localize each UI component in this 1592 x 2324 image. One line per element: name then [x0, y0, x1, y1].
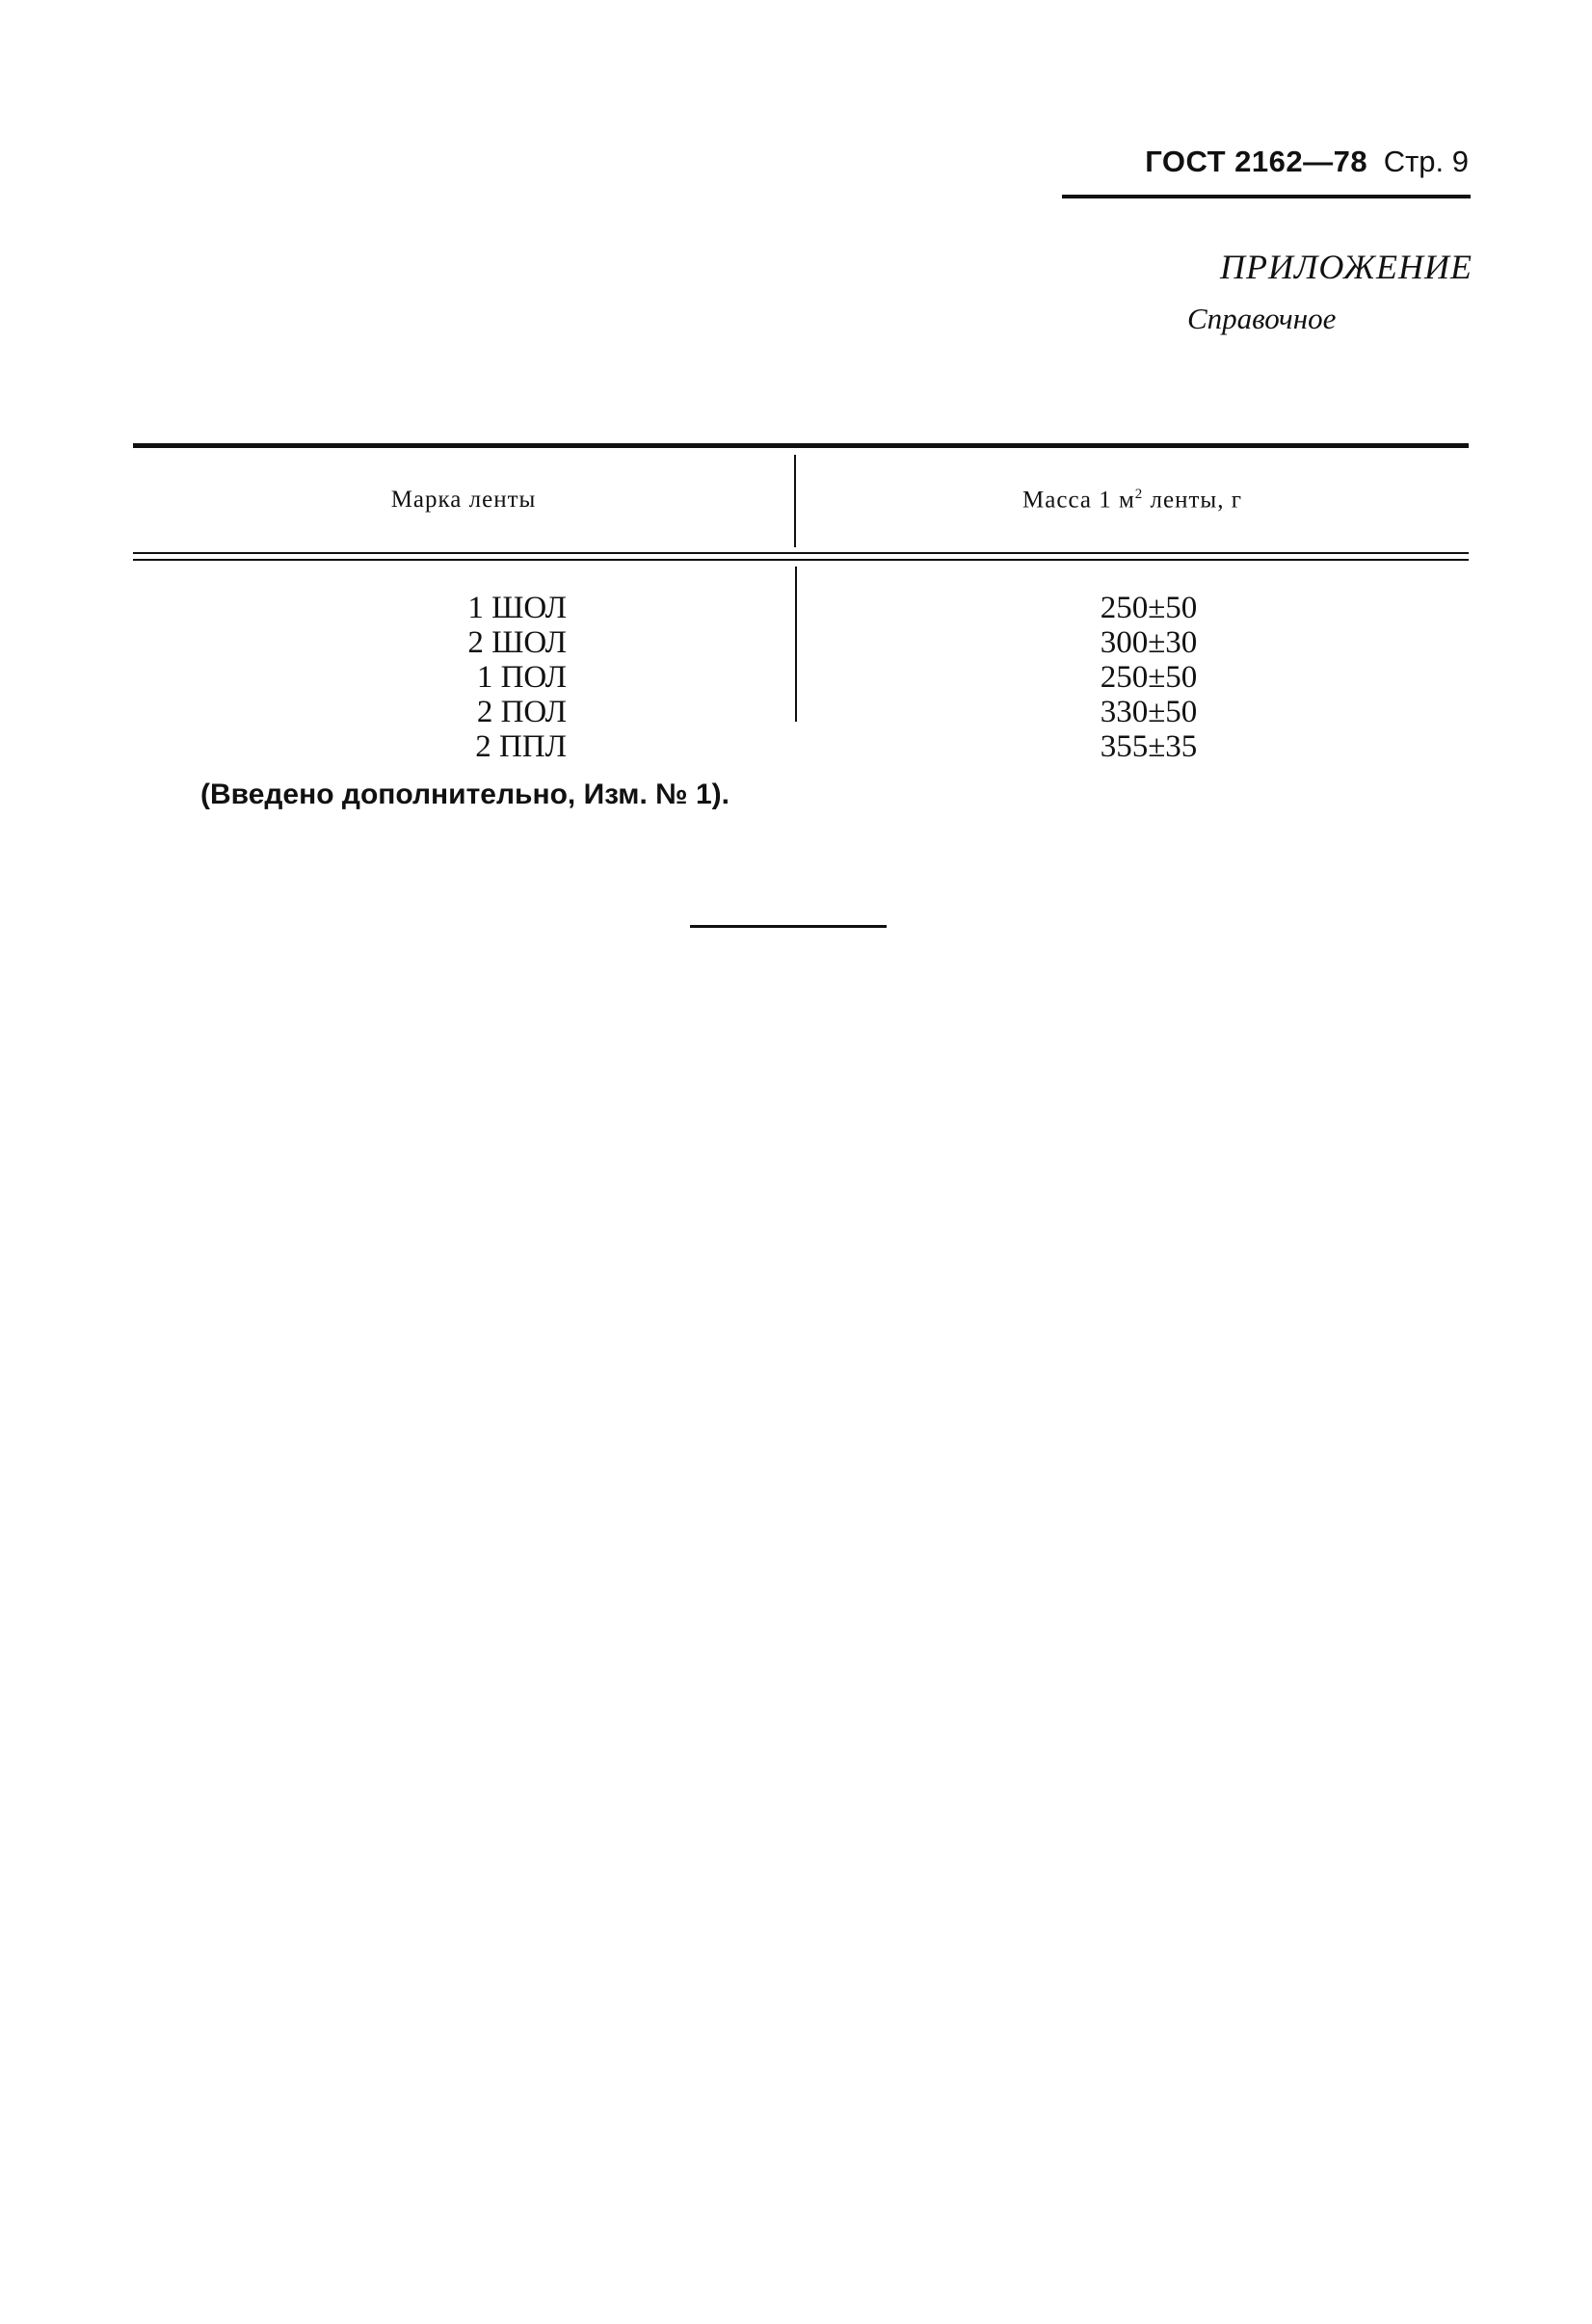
table-cell-brand: 1 ПОЛ: [476, 660, 567, 695]
brand-column: [364, 591, 567, 764]
column-header-mass-suffix: ленты, г: [1143, 487, 1242, 514]
body-column-divider: [795, 567, 797, 722]
page-header: [1145, 145, 1469, 179]
table-cell-mass: 250±50: [1100, 591, 1198, 625]
table-cell-brand: 2 ПОЛ: [476, 695, 567, 729]
standard-number: ГОСТ 2162—78: [1145, 145, 1368, 178]
page-number: Стр. 9: [1383, 145, 1469, 178]
table-cell-mass: 330±50: [1100, 695, 1198, 729]
end-rule: [690, 925, 887, 928]
appendix-subtitle: Справочное: [1187, 302, 1337, 335]
table-cell-brand: 2 ШОЛ: [467, 625, 567, 660]
table-cell-mass: 250±50: [1100, 660, 1198, 695]
header-rule-lower: [133, 559, 1469, 561]
column-header-mass-sup: 2: [1134, 487, 1144, 502]
header-rule-upper: [133, 552, 1469, 554]
appendix-title: ПРИЛОЖЕНИЕ: [1220, 248, 1473, 286]
column-header-mass-prefix: Масса 1 м: [1022, 487, 1135, 514]
table-cell-mass: 300±30: [1100, 625, 1198, 660]
table-cell-brand: 1 ШОЛ: [467, 591, 567, 625]
header-rule: [1062, 195, 1471, 198]
column-header-brand: Марка ленты: [390, 487, 537, 513]
brand-mass-table: [133, 443, 1469, 766]
column-header-mass: [796, 487, 1469, 514]
table-cell-mass: 355±35: [1100, 729, 1198, 764]
amendment-note: (Введено дополнительно, Изм. № 1).: [200, 779, 730, 810]
table-cell-brand: 2 ППЛ: [475, 729, 567, 764]
table-top-rule: [133, 443, 1469, 448]
mass-column: [1062, 591, 1235, 764]
